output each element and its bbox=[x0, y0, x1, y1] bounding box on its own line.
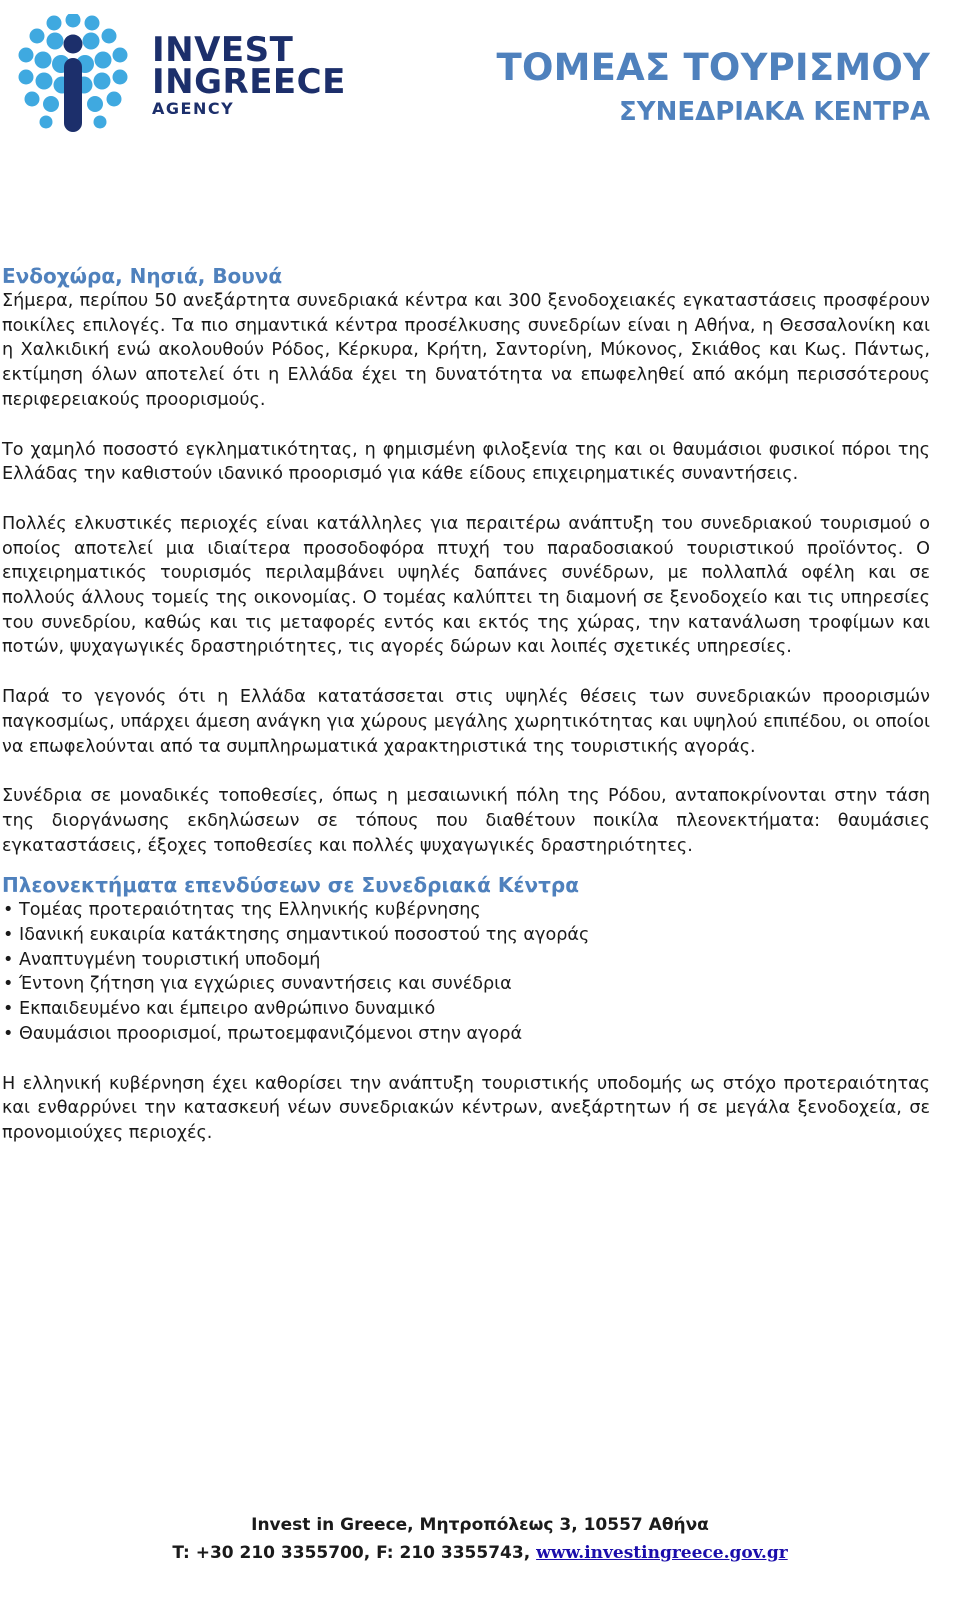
page-header bbox=[0, 0, 960, 150]
paragraph-global-ranking: Παρά το γεγονός ότι η Ελλάδα κατατάσσεται στις υψηλές θέσεις των συνεδριακών προορισμών παγκοσμίως, υπάρχει άμεση ανάγκη για χώρους μεγάλης χωρητικότητας και υψηλού επιπέδου, οι οποίοι να επωφελούνται από τα συμπληρωματικά χαρακτηριστικά της τουριστικής αγοράς. bbox=[2, 687, 930, 757]
advantages-list bbox=[2, 898, 930, 1046]
paragraph-government-priority: Η ελληνική κυβέρνηση έχει καθορίσει την ανάπτυξη τουριστικής υποδομής ως στόχο προτεραιότητας και ενθαρρύνει την κατασκευή νέων συνεδριακών κέντρων, ανεξάρτητων ή σε μεγάλα ξενοδοχεία, σε προνομιούχες περιοχές. bbox=[2, 1073, 930, 1143]
paragraph-conference-centres: Σήμερα, περίπου 50 ανεξάρτητα συνεδριακά κέντρα και 300 ξενοδοχειακές εγκαταστάσεις προσφέρουν ποικίλες επιλογές. Τα πιο σημαντικά κέντρα προσέλκυσης συνεδρίων είναι η Αθήνα, η Θεσσαλονίκη και η Χαλκιδική ενώ ακολουθούν Ρόδος, Κέρκυρα, Κρήτη, Σαντορίνη, Μύκονος, Σκιάθος και Κως. Πάντως, εκτίμηση όλων αποτελεί ότι η Ελλάδα έχει τη δυνατότητα να επωφεληθεί από ακόμη περισσότερους περιφερειακούς προορισμούς. bbox=[2, 291, 930, 410]
logo-word-invest: INVEST bbox=[152, 30, 294, 70]
list-item: • Εκπαιδευμένο και έμπειρο ανθρώπινο δυναμικό bbox=[2, 997, 930, 1022]
section-heading-advantages: Πλεονεκτήματα επενδύσεων σε Συνεδριακά Κέντρα bbox=[2, 873, 579, 898]
logo-word-ingreece: INGREECE bbox=[152, 62, 346, 102]
page-title: ΤΟΜΕΑΣ ΤΟΥΡΙΣΜΟΥ bbox=[496, 46, 930, 89]
logo-wordmark bbox=[152, 30, 346, 119]
paragraph-unique-venues: Συνέδρια σε μοναδικές τοποθεσίες, όπως η μεσαιωνική πόλη της Ρόδου, ανταποκρίνονται στην τάση της διοργάνωσης εκδηλώσεων σε τόπους που διαθέτουν ποικίλα πλεονεκτήματα: θαυμάσιες εγκαταστάσεις, έξοχες τοποθεσίες και πολλές ψυχαγωγικές δραστηριότητες. bbox=[2, 786, 930, 856]
logo-dots-graphic bbox=[18, 14, 136, 138]
list-item: • Αναπτυγμένη τουριστική υποδομή bbox=[2, 948, 930, 973]
section-heading-regions: Ενδοχώρα, Νησιά, Βουνά bbox=[2, 264, 283, 288]
list-item: • Ιδανική ευκαιρία κατάκτησης σημαντικού ποσοστού της αγοράς bbox=[2, 923, 930, 948]
page-subtitle: ΣΥΝΕΔΡΙΑΚΑ ΚΕΝΤΡΑ bbox=[619, 97, 930, 127]
list-item: • Έντονη ζήτηση για εγχώριες συναντήσεις και συνέδρια bbox=[2, 972, 930, 997]
invest-in-greece-logo bbox=[18, 14, 348, 138]
footer-phone-fax: T: +30 210 3355700, F: 210 3355743, bbox=[172, 1543, 537, 1563]
logo-word-agency: AGENCY bbox=[152, 99, 235, 118]
document-body bbox=[2, 263, 930, 1146]
paragraph-development-areas: Πολλές ελκυστικές περιοχές είναι κατάλληλες για περαιτέρω ανάπτυξη του συνεδριακού τουρισμού ο οποίος αποτελεί μια ιδιαίτερα προσοδοφόρα πτυχή του παραδοσιακού τουριστικού προϊόντος. Ο επιχειρηματικός τουρισμός περιλαμβάνει υψηλές δαπάνες συνέδρων, με πολλαπλά οφέλη και σε πολλούς άλλους τομείς της οικονομίας. Ο τομέας καλύπτει τη διαμονή σε ξενοδοχείο και τις υπηρεσίες του συνεδρίου, καθώς και τις μεταφορές εντός και εκτός της χώρας, την κατανάλωση τροφίμων και ποτών, ψυχαγωγικές δραστηριότητες, τις αγορές δώρων και λοιπές σχετικές υπηρεσίες. bbox=[2, 513, 930, 658]
list-item: • Τομέας προτεραιότητας της Ελληνικής κυβέρνησης bbox=[2, 898, 930, 923]
website-link[interactable]: www.investingreece.gov.gr bbox=[536, 1543, 788, 1563]
footer-address: Invest in Greece, Μητροπόλεως 3, 10557 Αθήνα bbox=[251, 1515, 709, 1535]
list-item: • Θαυμάσιοι προορισμοί, πρωτοεμφανιζόμενοι στην αγορά bbox=[2, 1022, 930, 1047]
paragraph-low-crime: Το χαμηλό ποσοστό εγκληματικότητας, η φημισμένη φιλοξενία της και οι θαυμάσιοι φυσικοί πόροι της Ελλάδας την καθιστούν ιδανικό προορισμό για κάθε είδους επιχειρηματικές συναντήσεις. bbox=[2, 439, 930, 485]
footer-contact bbox=[0, 1540, 960, 1566]
